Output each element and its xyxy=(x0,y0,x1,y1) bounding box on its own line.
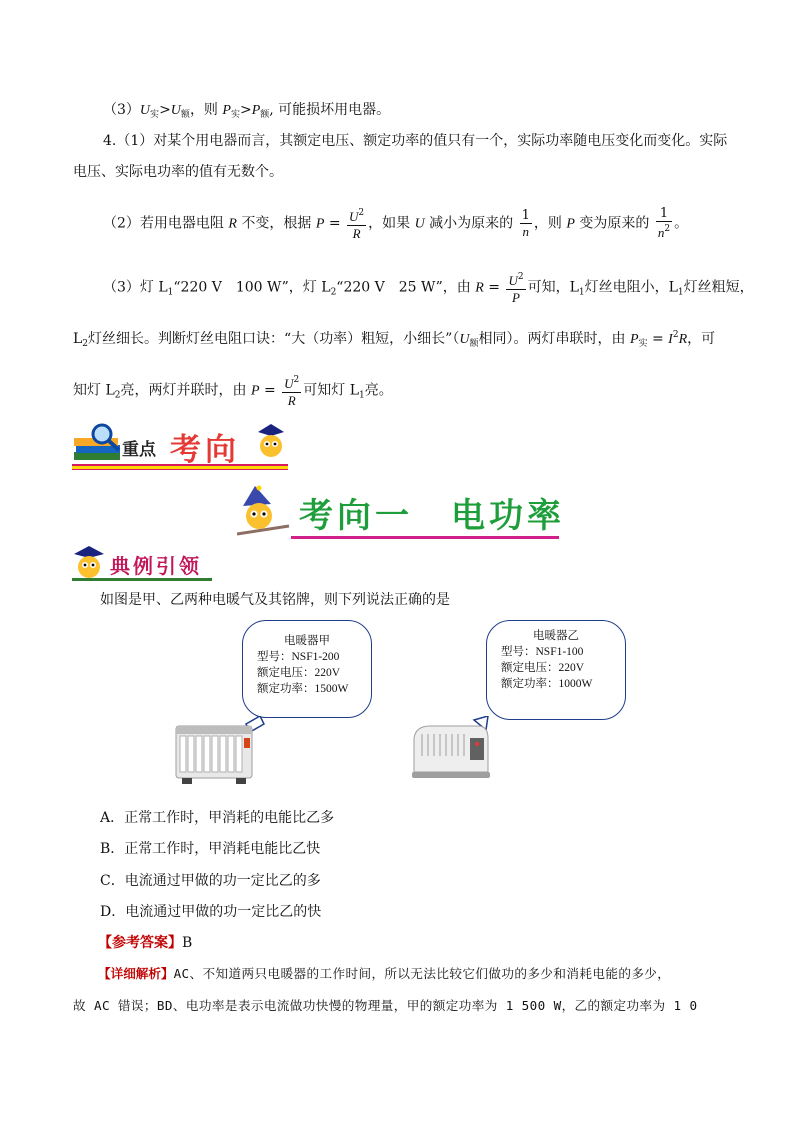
para3-tail: , 可能损坏用电器。 xyxy=(269,102,391,118)
heater-a-voltage: 额定电压：220V xyxy=(257,667,341,679)
oil-heater-image xyxy=(168,716,272,786)
heater-b-nameplate-bubble xyxy=(486,620,626,720)
owl-reader-icon xyxy=(72,545,106,581)
analysis-line2: 故 AC 错误；BD、电功率是表示电流做功快慢的物理量，甲的额定功率为 1 500 W，乙的额定功率为 1 0 xyxy=(73,998,698,1013)
example-underline xyxy=(72,578,212,581)
topic-underline xyxy=(291,536,559,539)
convector-heater-image xyxy=(408,716,498,782)
wizard-mascot-icon xyxy=(233,484,293,542)
analysis-label: 【详细解析】 xyxy=(98,966,174,981)
formula-u2-over-p: $\frac{U^2}{P}$ xyxy=(508,272,524,305)
example-title: 典例引领 xyxy=(110,554,202,578)
option-a: A．正常工作时，甲消耗的电能比乙多 xyxy=(100,810,335,826)
banner-key-big: 考向 xyxy=(170,432,240,468)
formula-1-over-n: $\frac{1}{n}$ xyxy=(521,208,530,239)
option-d: D．电流通过甲做的功一定比乙的快 xyxy=(100,904,322,920)
answer-line xyxy=(98,933,192,953)
owl-mascot-icon xyxy=(256,422,286,462)
para4-3-line3: 知灯 $L_2$亮，两灯并联时，由 P = $\frac{U^2}{R}$ 可知灯 $L_1$亮。 xyxy=(73,375,393,408)
para4-2-line: （2）若用电器电阻 R 不变，根据 P = $\frac{U^2}{R}$ ，如果 U 减小为原来的 $\frac{1}{n}$ ，则 P 变为原来的 $\frac{1}{n^2}$ 。 xyxy=(103,206,689,241)
formula-u2-over-r-2: $\frac{U^2}{R}$ xyxy=(284,375,300,408)
para4-1-line2: 电压、实际电功率的值有无数个。 xyxy=(73,164,283,180)
heater-a-power: 额定功率：1500W xyxy=(257,683,349,695)
para4-1-line1: 4.（1）对某个用电器而言，其额定电压、额定功率的值只有一个，实际功率随电压变化而变化。实际 xyxy=(103,133,728,149)
analysis-line1 xyxy=(98,964,670,984)
key-direction-banner xyxy=(72,422,288,474)
formula-u2-over-r: $\frac{U^2}{R}$ xyxy=(349,208,365,241)
answer-label: 【参考答案】 xyxy=(98,935,182,951)
example-banner xyxy=(72,545,212,583)
heater-a-model: 型号：NSF1-200 xyxy=(257,651,340,663)
option-b: B．正常工作时，甲消耗电能比乙快 xyxy=(100,841,321,857)
topic-title: 考向一 电功率 xyxy=(299,496,565,536)
question-stem: 如图是甲、乙两种电暖气及其铭牌，则下列说法正确的是 xyxy=(100,592,450,608)
heater-b-title: 电暖器乙 xyxy=(533,630,579,642)
para4-3-line1: （3）灯 $L_1“220$ V 100 W”，灯 $L_2“220$ V 25 W”，由 R = $\frac{U^2}{P}$ 可知，$L_1$灯丝电阻小，$L_1$灯丝粗短， xyxy=(103,272,754,305)
heater-b-power: 额定功率：1000W xyxy=(501,678,593,690)
banner-key-small: 重点 xyxy=(122,440,156,460)
heater-b-voltage: 额定电压：220V xyxy=(501,662,585,674)
option-c: C．电流通过甲做的功一定比乙的多 xyxy=(100,873,321,889)
para4-3-line2: $L_2$灯丝细长。判断灯丝电阻口诀：“大（功率）粗短，小细长$”(U_额$相同）。两灯串联时，由 $P_实 = I^2R$，可 xyxy=(73,330,716,349)
para3-line: $(3)U_实>U_额$，则 $P_实>P_额$, 可能损坏用电器。 xyxy=(103,102,391,120)
answer-value: B xyxy=(182,935,193,951)
heater-a-nameplate-bubble xyxy=(242,620,372,718)
formula-1-over-n2: $\frac{1}{n^2}$ xyxy=(657,206,671,240)
analysis-text-1: AC、不知道两只电暖器的工作时间，所以无法比较它们做功的多少和消耗电能的多少， xyxy=(173,966,671,981)
heater-b-model: 型号：NSF1-100 xyxy=(501,646,584,658)
topic-banner xyxy=(233,484,565,542)
heater-a-title: 电暖器甲 xyxy=(284,635,330,647)
